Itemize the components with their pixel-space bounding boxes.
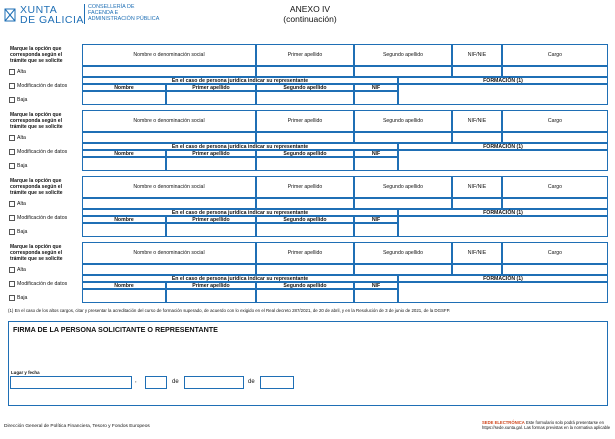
footnote: (1) En el caso de los altos cargos, citar y presentar la acreditación del curso de formación superado, de acuerdo con lo exigido en el Real decreto 287/2021, de 20 de abril, y en la Resolución de 3 de junio de 2021, de la DGSFP. — [8, 308, 451, 313]
nombre-social-input[interactable] — [82, 264, 256, 275]
segundo-apellido-input[interactable] — [354, 198, 452, 209]
rep-nombre-input[interactable] — [82, 91, 166, 105]
formacion-label: FORMACIÓN (1) — [398, 275, 608, 282]
modificacion-label: Modificación de datos — [17, 281, 68, 287]
rep-nif-input[interactable] — [354, 91, 398, 105]
col-nombre-social: Nombre o denominación social — [82, 110, 256, 132]
rep-col-nif: NIF — [354, 216, 398, 223]
representante-label: En el caso de persona jurídica indicar su representante — [82, 275, 398, 282]
mark-option-label: Marque la opción que corresponda según el trámite que se solicite — [10, 46, 63, 64]
rep-col-segundo-apellido: Segundo apellido — [256, 216, 354, 223]
sede-label: SEDE ELECTRÓNICA — [482, 420, 525, 425]
xunta-logo — [4, 3, 84, 27]
mark-option-label: Marque la opción que corresponda según el trámite que se solicite — [10, 244, 63, 262]
applicant-block — [8, 176, 608, 237]
col-nif-nie: NIF/NIE — [452, 242, 502, 264]
alta-checkbox[interactable] — [9, 69, 15, 75]
rep-nombre-input[interactable] — [82, 223, 166, 237]
applicant-block — [8, 242, 608, 303]
rep-col-nombre: Nombre — [82, 150, 166, 157]
rep-primer-apellido-input[interactable] — [166, 157, 256, 171]
col-primer-apellido: Primer apellido — [256, 44, 354, 66]
rep-col-primer-apellido: Primer apellido — [166, 84, 256, 91]
formacion-label: FORMACIÓN (1) — [398, 143, 608, 150]
nombre-social-input[interactable] — [82, 198, 256, 209]
representante-label: En el caso de persona jurídica indicar su representante — [82, 77, 398, 84]
rep-col-nif: NIF — [354, 282, 398, 289]
xunta-emblem-icon — [4, 8, 16, 22]
rep-col-nif: NIF — [354, 84, 398, 91]
rep-col-primer-apellido: Primer apellido — [166, 150, 256, 157]
de-label-2: de — [248, 379, 255, 385]
nombre-social-input[interactable] — [82, 132, 256, 143]
formacion-label: FORMACIÓN (1) — [398, 209, 608, 216]
de-label-1: de — [172, 379, 179, 385]
baja-checkbox[interactable] — [9, 97, 15, 103]
cargo-input[interactable] — [502, 198, 608, 209]
baja-label: Baja — [17, 229, 28, 235]
modificacion-checkbox[interactable] — [9, 83, 15, 89]
place-date-label: Lugar y fecha — [11, 370, 40, 375]
primer-apellido-input[interactable] — [256, 264, 354, 275]
col-cargo: Cargo — [502, 176, 608, 198]
modificacion-label: Modificación de datos — [17, 149, 68, 155]
rep-col-segundo-apellido: Segundo apellido — [256, 84, 354, 91]
rep-col-nif: NIF — [354, 150, 398, 157]
rep-primer-apellido-input[interactable] — [166, 289, 256, 303]
modificacion-checkbox[interactable] — [9, 281, 15, 287]
alta-label: Alta — [17, 267, 26, 273]
day-input[interactable] — [145, 376, 167, 389]
rep-segundo-apellido-input[interactable] — [256, 289, 354, 303]
col-primer-apellido: Primer apellido — [256, 110, 354, 132]
formacion-input[interactable] — [398, 84, 608, 105]
rep-nombre-input[interactable] — [82, 289, 166, 303]
rep-col-nombre: Nombre — [82, 216, 166, 223]
nif-nie-input[interactable] — [452, 198, 502, 209]
baja-label: Baja — [17, 295, 28, 301]
col-nombre-social: Nombre o denominación social — [82, 242, 256, 264]
modificacion-label: Modificación de datos — [17, 83, 68, 89]
col-cargo: Cargo — [502, 242, 608, 264]
baja-label: Baja — [17, 163, 28, 169]
primer-apellido-input[interactable] — [256, 66, 354, 77]
alta-label: Alta — [17, 135, 26, 141]
cargo-input[interactable] — [502, 66, 608, 77]
rep-segundo-apellido-input[interactable] — [256, 157, 354, 171]
col-segundo-apellido: Segundo apellido — [354, 242, 452, 264]
rep-segundo-apellido-input[interactable] — [256, 91, 354, 105]
footer-line1: Este formulario solo podrá presentarse en — [525, 420, 604, 425]
modificacion-checkbox[interactable] — [9, 215, 15, 221]
rep-col-nombre: Nombre — [82, 282, 166, 289]
rep-nif-input[interactable] — [354, 157, 398, 171]
nif-nie-input[interactable] — [452, 66, 502, 77]
rep-nombre-input[interactable] — [82, 157, 166, 171]
header-divider — [84, 4, 85, 24]
col-nif-nie: NIF/NIE — [452, 110, 502, 132]
primer-apellido-input[interactable] — [256, 198, 354, 209]
applicant-block — [8, 110, 608, 171]
rep-col-nombre: Nombre — [82, 84, 166, 91]
col-nif-nie: NIF/NIE — [452, 44, 502, 66]
rep-col-primer-apellido: Primer apellido — [166, 282, 256, 289]
signature-title: FIRMA DE LA PERSONA SOLICITANTE O REPRESENTANTE — [13, 325, 218, 334]
nif-nie-input[interactable] — [452, 132, 502, 143]
segundo-apellido-input[interactable] — [354, 264, 452, 275]
modificacion-label: Modificación de datos — [17, 215, 68, 221]
col-nif-nie: NIF/NIE — [452, 176, 502, 198]
mark-option-label: Marque la opción que corresponda según el trámite que se solicite — [10, 178, 63, 196]
col-segundo-apellido: Segundo apellido — [354, 44, 452, 66]
col-nombre-social: Nombre o denominación social — [82, 44, 256, 66]
baja-checkbox[interactable] — [9, 163, 15, 169]
col-primer-apellido: Primer apellido — [256, 176, 354, 198]
modificacion-checkbox[interactable] — [9, 149, 15, 155]
rep-col-segundo-apellido: Segundo apellido — [256, 282, 354, 289]
segundo-apellido-input[interactable] — [354, 132, 452, 143]
rep-primer-apellido-input[interactable] — [166, 223, 256, 237]
cargo-input[interactable] — [502, 264, 608, 275]
cargo-input[interactable] — [502, 132, 608, 143]
representante-label: En el caso de persona jurídica indicar su representante — [82, 209, 398, 216]
formacion-label: FORMACIÓN (1) — [398, 77, 608, 84]
department-name: CONSELLERÍA DE FACENDA E ADMINISTRACIÓN PÚBLICA — [88, 4, 160, 23]
baja-label: Baja — [17, 97, 28, 103]
representante-label: En el caso de persona jurídica indicar su representante — [82, 143, 398, 150]
col-nombre-social: Nombre o denominación social — [82, 176, 256, 198]
formacion-input[interactable] — [398, 282, 608, 303]
place-input[interactable] — [10, 376, 132, 389]
rep-nif-input[interactable] — [354, 289, 398, 303]
col-cargo: Cargo — [502, 44, 608, 66]
alta-label: Alta — [17, 201, 26, 207]
footer-line2: https://sede.xunta.gal. Las formas previstas en la normativa aplicable — [482, 425, 611, 430]
comma-sep: , — [135, 378, 137, 384]
nombre-social-input[interactable] — [82, 66, 256, 77]
applicant-block — [8, 44, 608, 105]
alta-checkbox[interactable] — [9, 201, 15, 207]
segundo-apellido-input[interactable] — [354, 66, 452, 77]
rep-primer-apellido-input[interactable] — [166, 91, 256, 105]
baja-checkbox[interactable] — [9, 229, 15, 235]
baja-checkbox[interactable] — [9, 295, 15, 301]
footer-department: Dirección General de Política Financiera, Tesoro y Fondos Europeos — [4, 424, 150, 429]
mark-option-label: Marque la opción que corresponda según el trámite que se solicite — [10, 112, 63, 130]
logo-text: XUNTA DE GALICIA — [20, 4, 84, 26]
primer-apellido-input[interactable] — [256, 132, 354, 143]
rep-segundo-apellido-input[interactable] — [256, 223, 354, 237]
rep-col-primer-apellido: Primer apellido — [166, 216, 256, 223]
annex-title: ANEXO IV (continuación) — [283, 4, 337, 24]
col-segundo-apellido: Segundo apellido — [354, 176, 452, 198]
alta-label: Alta — [17, 69, 26, 75]
nif-nie-input[interactable] — [452, 264, 502, 275]
alta-checkbox[interactable] — [9, 135, 15, 141]
col-primer-apellido: Primer apellido — [256, 242, 354, 264]
year-input[interactable] — [260, 376, 294, 389]
rep-nif-input[interactable] — [354, 223, 398, 237]
formacion-input[interactable] — [398, 216, 608, 237]
col-segundo-apellido: Segundo apellido — [354, 110, 452, 132]
formacion-input[interactable] — [398, 150, 608, 171]
rep-col-segundo-apellido: Segundo apellido — [256, 150, 354, 157]
alta-checkbox[interactable] — [9, 267, 15, 273]
month-input[interactable] — [184, 376, 244, 389]
footer-notice — [482, 420, 612, 430]
col-cargo: Cargo — [502, 110, 608, 132]
